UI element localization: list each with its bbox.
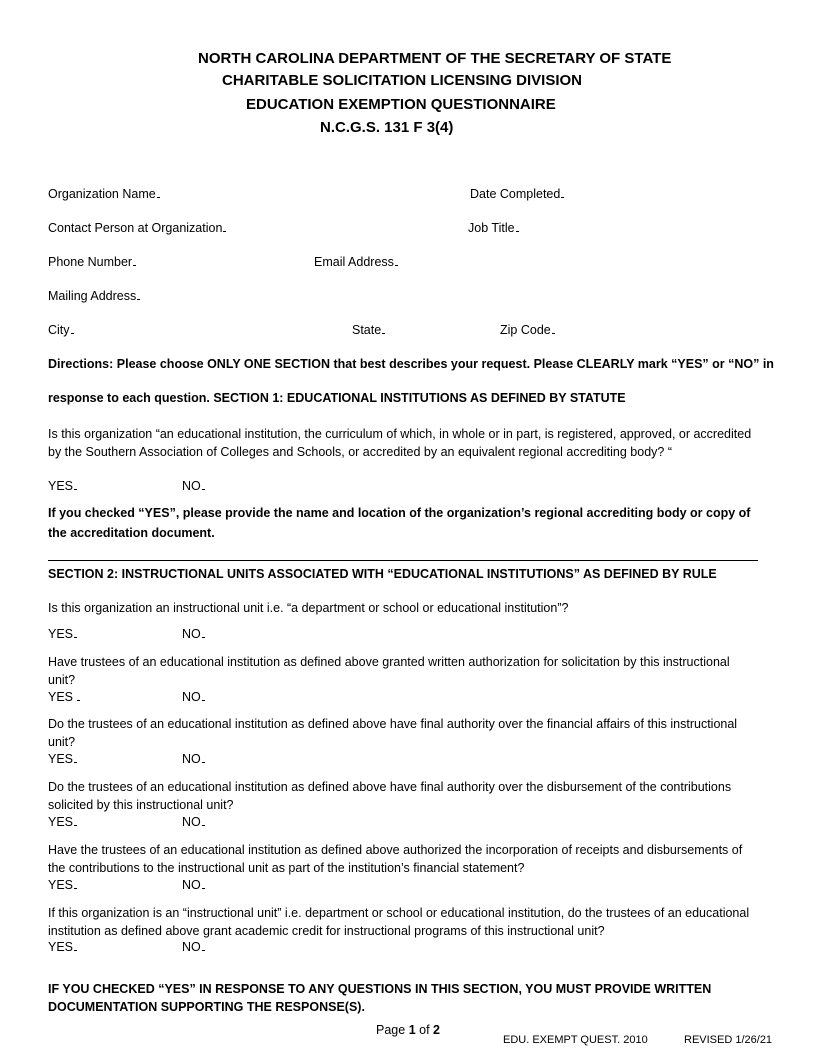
- q4-no-label: NO: [182, 815, 201, 829]
- section2-question-3: Do the trustees of an educational institution as defined above have final authority over the financial affairs of this instructional unit?: [48, 717, 738, 749]
- page-word: Page: [376, 1023, 406, 1037]
- q4-yes[interactable]: [48, 815, 77, 829]
- directions-line-1: Directions: Please choose ONLY ONE SECTION that best describes your request. Please CLEARLY mark “YES” or “NO” in: [48, 357, 774, 371]
- q3-yes-label: YES: [48, 752, 74, 766]
- q5-no-label: NO: [182, 878, 201, 892]
- zip-label: Zip Code: [500, 323, 551, 337]
- section2-question-1: Is this organization an instructional unit i.e. “a department or school or educational institution”?: [48, 601, 569, 615]
- section1-question: Is this organization “an educational institution, the curriculum of which, in whole or in part, is registered, approved, or accredited by the Southern Association of Colleges and Schools, or accredited by an equivalent regional accrediting body? “: [48, 427, 752, 459]
- q2-yes-label: YES: [48, 690, 74, 704]
- city-label: City: [48, 323, 70, 337]
- contact-person-field[interactable]: [48, 221, 226, 235]
- page-number: 1: [408, 1023, 416, 1037]
- q3-no-label: NO: [182, 752, 201, 766]
- section2-question-5: Have the trustees of an educational institution as defined above authorized the incorporation of receipts and disbursements of the contributions to the instructional unit as part of the institution’s financial statement?: [48, 843, 743, 875]
- header-line-4: N.C.G.S. 131 F 3(4): [320, 119, 454, 136]
- of-word: of: [419, 1023, 430, 1037]
- page-total: 2: [433, 1023, 440, 1037]
- email-field[interactable]: [314, 255, 398, 269]
- page-indicator: [376, 1023, 440, 1037]
- section1-instruction: If you checked “YES”, please provide the name and location of the organization’s regional accrediting body or copy of the accreditation document.: [48, 506, 751, 540]
- phone-field[interactable]: [48, 255, 136, 269]
- header-line-1: NORTH CAROLINA DEPARTMENT OF THE SECRETARY OF STATE: [198, 50, 672, 67]
- job-title-field[interactable]: [468, 221, 519, 235]
- section-divider: [48, 560, 758, 561]
- q4-yes-label: YES: [48, 815, 74, 829]
- q3-yes[interactable]: [48, 752, 77, 766]
- mailing-address-label: Mailing Address: [48, 289, 137, 303]
- revised-date: REVISED 1/26/21: [684, 1034, 773, 1046]
- q5-yes[interactable]: [48, 878, 77, 892]
- section2-closing: IF YOU CHECKED “YES” IN RESPONSE TO ANY QUESTIONS IN THIS SECTION, YOU MUST PROVIDE WRITTEN DOCUMENTATION SUPPORTING THE RESPONSE(S).: [48, 982, 712, 1014]
- org-name-field[interactable]: [48, 187, 160, 201]
- q6-no[interactable]: [182, 940, 205, 954]
- phone-label: Phone Number: [48, 255, 133, 269]
- state-field[interactable]: [352, 323, 385, 337]
- header-line-3: EDUCATION EXEMPTION QUESTIONNAIRE: [246, 96, 556, 113]
- q6-yes[interactable]: [48, 940, 77, 954]
- contact-person-label: Contact Person at Organization: [48, 221, 223, 235]
- section1-no[interactable]: [182, 479, 205, 493]
- q1-yes-label: YES: [48, 627, 74, 641]
- section1-no-label: NO: [182, 479, 201, 493]
- q6-yes-label: YES: [48, 940, 74, 954]
- section2-question-6: If this organization is an “instructional unit” i.e. department or school or educational institution, do the trustees of an educational institution as defined above grant academic credit for instructional programs of this instructional unit?: [48, 906, 750, 938]
- q1-yes[interactable]: [48, 627, 77, 641]
- email-label: Email Address: [314, 255, 394, 269]
- q2-no[interactable]: [182, 690, 205, 704]
- date-completed-label: Date Completed: [470, 187, 561, 201]
- q2-no-label: NO: [182, 690, 201, 704]
- section1-yes-label: YES: [48, 479, 74, 493]
- q5-no[interactable]: [182, 878, 205, 892]
- state-label: State: [352, 323, 382, 337]
- header-line-2: CHARITABLE SOLICITATION LICENSING DIVISION: [222, 72, 582, 89]
- q5-yes-label: YES: [48, 878, 74, 892]
- directions-line-2: response to each question. SECTION 1: EDUCATIONAL INSTITUTIONS AS DEFINED BY STATUTE: [48, 391, 626, 405]
- city-field[interactable]: [48, 323, 74, 337]
- form-code: EDU. EXEMPT QUEST. 2010: [503, 1034, 648, 1046]
- q1-no-label: NO: [182, 627, 201, 641]
- org-name-label: Organization Name: [48, 187, 156, 201]
- section1-yes[interactable]: [48, 479, 77, 493]
- q4-no[interactable]: [182, 815, 205, 829]
- date-completed-field[interactable]: [470, 187, 564, 201]
- section2-title: SECTION 2: INSTRUCTIONAL UNITS ASSOCIATED WITH “EDUCATIONAL INSTITUTIONS” AS DEFINED BY RULE: [48, 567, 717, 581]
- q6-no-label: NO: [182, 940, 201, 954]
- q3-no[interactable]: [182, 752, 205, 766]
- section2-question-4: Do the trustees of an educational institution as defined above have final authority over the disbursement of the contributions solicited by this instructional unit?: [48, 780, 732, 812]
- zip-field[interactable]: [500, 323, 555, 337]
- section2-question-2: Have trustees of an educational institution as defined above granted written authorization for solicitation by this instructional unit?: [48, 655, 730, 687]
- mailing-address-field[interactable]: [48, 289, 140, 303]
- q2-yes[interactable]: [48, 690, 80, 704]
- job-title-label: Job Title: [468, 221, 515, 235]
- q1-no[interactable]: [182, 627, 205, 641]
